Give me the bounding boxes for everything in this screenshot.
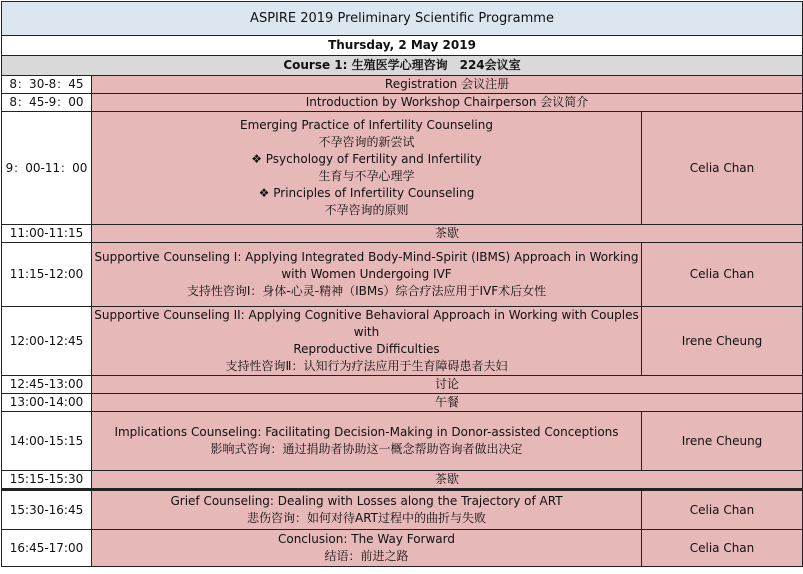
session-cell xyxy=(92,412,642,471)
session-title-cn: 支持性咨询Ⅱ：认知行为疗法应用于生育障碍患者夫妇 xyxy=(225,359,508,373)
schedule-row-emerging-practice xyxy=(2,112,803,225)
session-cell xyxy=(92,394,803,412)
time-cell: 13:00-14:00 xyxy=(2,394,92,412)
session-cell xyxy=(92,376,803,394)
schedule-row-implications xyxy=(2,412,803,471)
programme-table xyxy=(1,1,803,567)
session-cell xyxy=(92,112,642,225)
schedule-row-lunch xyxy=(2,394,803,412)
session-title: Implications Counseling: Facilitating Decision-Making in Donor-assisted Conceptions xyxy=(114,425,619,439)
schedule-row-introduction xyxy=(2,94,803,112)
schedule-row-supportive-1 xyxy=(2,243,803,307)
schedule-row-registration xyxy=(2,76,803,94)
time-cell: 15:30-16:45 xyxy=(2,490,92,530)
session-title-cn: 不孕咨询的新尝试 xyxy=(318,135,415,149)
speaker-cell: Irene Cheung xyxy=(642,412,803,471)
day-heading: Thursday, 2 May 2019 xyxy=(2,36,803,56)
session-bullet-cn: 不孕咨询的原则 xyxy=(324,203,409,217)
time-cell: 16:45-17:00 xyxy=(2,530,92,567)
session-line: 茶歇 xyxy=(434,226,459,240)
time-cell: 11:15-12:00 xyxy=(2,243,92,307)
session-cell xyxy=(92,94,803,112)
programme-title: ASPIRE 2019 Preliminary Scientific Programme xyxy=(2,2,803,36)
session-line: Introduction by Workshop Chairperson 会议简介 xyxy=(305,95,589,109)
session-cell xyxy=(92,530,642,567)
session-cell xyxy=(92,471,803,490)
session-cell xyxy=(92,307,642,376)
session-title: Supportive Counseling II: Applying Cognitive Behavioral Approach in Working with Couples with xyxy=(94,308,639,339)
time-cell: 12:00-12:45 xyxy=(2,307,92,376)
session-title: Grief Counseling: Dealing with Losses along the Trajectory of ART xyxy=(170,494,563,508)
session-title-cn: 影响式咨询：通过捐助者协助这一概念帮助咨询者做出决定 xyxy=(210,442,523,456)
day-row xyxy=(2,36,803,56)
speaker-cell: Celia Chan xyxy=(642,112,803,225)
session-cell xyxy=(92,76,803,94)
schedule-row-tea-break xyxy=(2,225,803,243)
session-line: 午餐 xyxy=(434,395,459,409)
session-cell xyxy=(92,490,642,530)
speaker-cell: Celia Chan xyxy=(642,490,803,530)
session-bullet-cn: 生育与不孕心理学 xyxy=(318,169,415,183)
time-cell: 12:45-13:00 xyxy=(2,376,92,394)
session-title: with Women Undergoing IVF xyxy=(281,267,452,281)
speaker-cell: Irene Cheung xyxy=(642,307,803,376)
speaker-cell: Celia Chan xyxy=(642,530,803,567)
session-line: Registration 会议注册 xyxy=(384,77,510,91)
time-cell: 14:00-15:15 xyxy=(2,412,92,471)
time-cell: 8：45-9：00 xyxy=(2,94,92,112)
session-title-cn: 悲伤咨询：如何对待ART过程中的曲折与失败 xyxy=(246,511,486,525)
session-title: Emerging Practice of Infertility Counseling xyxy=(240,118,493,132)
title-row xyxy=(2,2,803,36)
speaker-cell: Celia Chan xyxy=(642,243,803,307)
session-title: Reproductive Difficulties xyxy=(293,342,440,356)
session-cell xyxy=(92,243,642,307)
time-cell: 9：00-11：00 xyxy=(2,112,92,225)
schedule-row-discussion xyxy=(2,376,803,394)
session-bullet: ❖ Psychology of Fertility and Infertility xyxy=(251,152,482,166)
schedule-row-conclusion xyxy=(2,530,803,567)
session-cell xyxy=(92,225,803,243)
session-bullet: ❖ Principles of Infertility Counseling xyxy=(258,186,475,200)
schedule-row-supportive-2 xyxy=(2,307,803,376)
schedule-row-grief xyxy=(2,490,803,530)
time-cell: 11:00-11:15 xyxy=(2,225,92,243)
course-row xyxy=(2,56,803,76)
session-title-cn: 结语：前进之路 xyxy=(324,549,409,563)
schedule-row-tea-break-2 xyxy=(2,471,803,490)
session-title-cn: 支持性咨询Ⅰ：身体-心灵-精神（IBMs）综合疗法应用于IVF术后女性 xyxy=(186,284,547,298)
session-title: Supportive Counseling I: Applying Integrated Body-Mind-Spirit (IBMS) Approach in Working xyxy=(94,250,639,264)
session-title: Conclusion: The Way Forward xyxy=(277,532,455,546)
time-cell: 15:15-15:30 xyxy=(2,471,92,490)
time-cell: 8：30-8：45 xyxy=(2,76,92,94)
session-line: 讨论 xyxy=(434,377,459,391)
session-line: 茶歇 xyxy=(434,472,459,486)
course-heading: Course 1: 生殖医学心理咨询 224会议室 xyxy=(2,56,803,76)
